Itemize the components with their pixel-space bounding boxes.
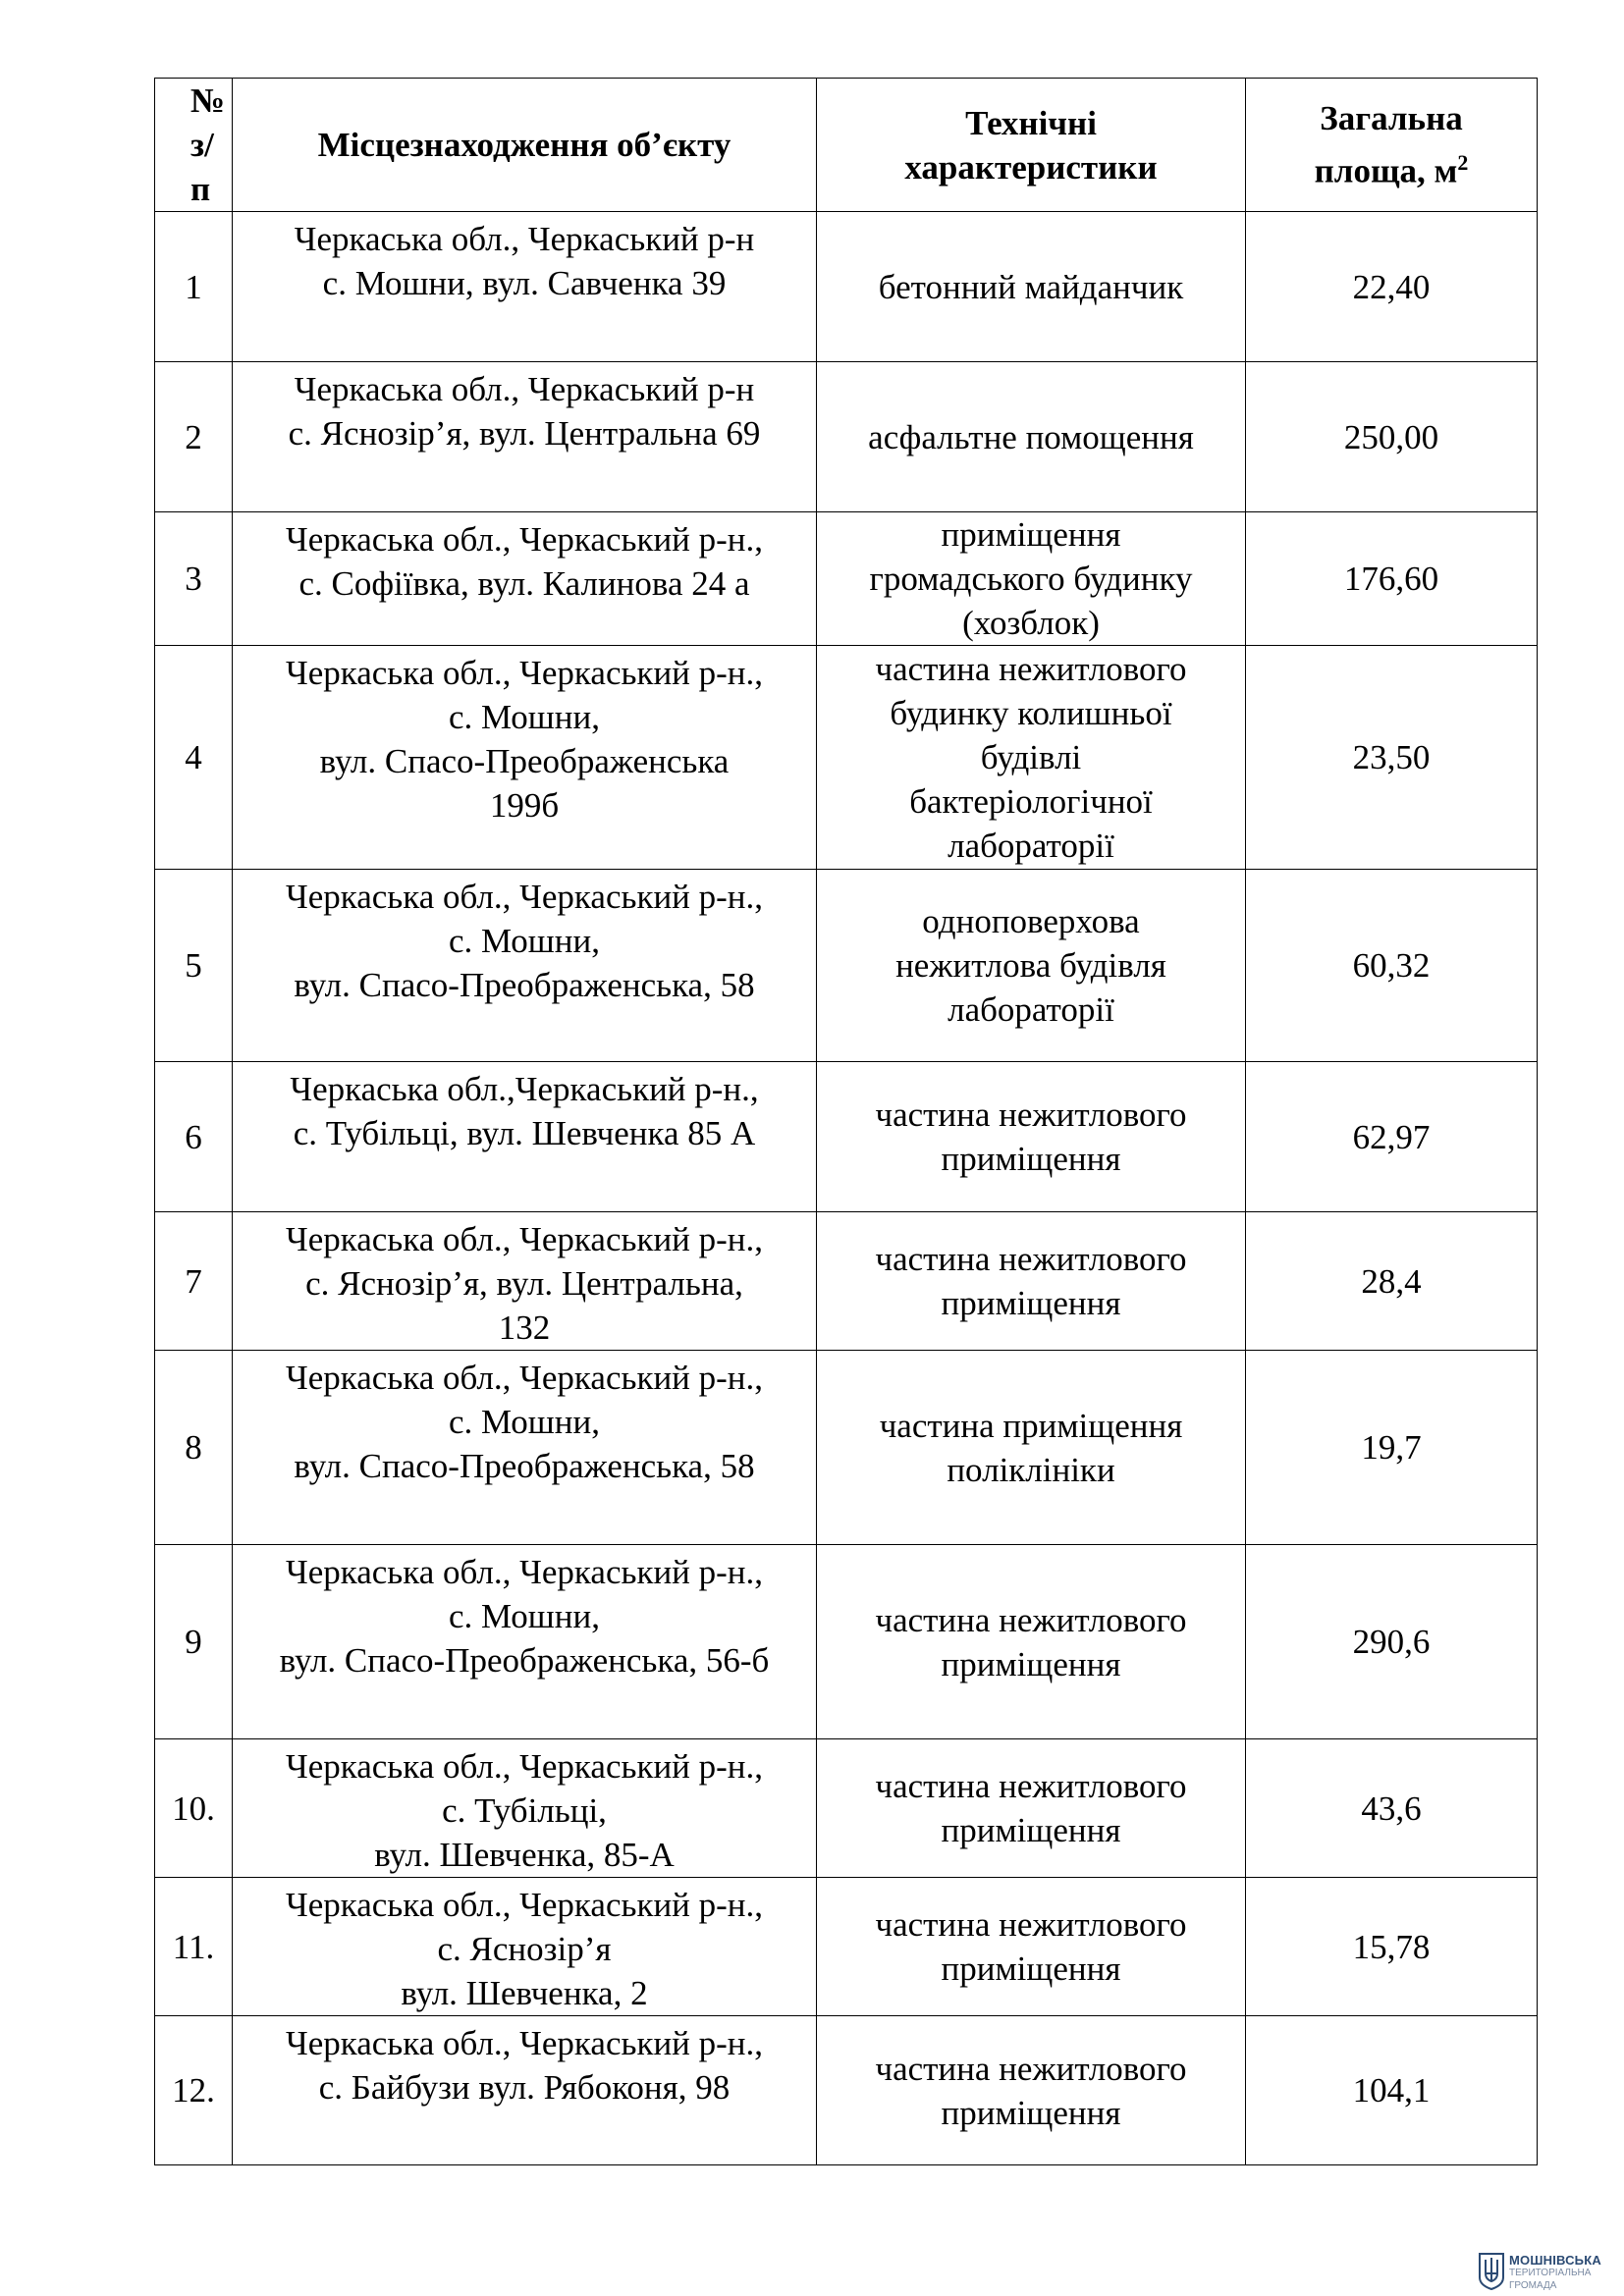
technical-line: бактеріологічної [909, 782, 1153, 821]
row-area: 43,6 [1246, 1739, 1538, 1878]
row-number: 6 [155, 1062, 233, 1212]
row-location [233, 2016, 817, 2165]
location-line: Черкаська обл., Черкаський р-н., [285, 1886, 764, 1924]
technical-line: приміщення [941, 2093, 1121, 2132]
row-location [233, 1351, 817, 1545]
technical-line: частина нежитлового [875, 1095, 1187, 1134]
technical-line: приміщення [941, 1811, 1121, 1849]
technical-line: лабораторії [947, 990, 1114, 1029]
row-technical [817, 362, 1246, 512]
location-line: Черкаська обл., Черкаський р-н., [285, 1553, 764, 1591]
table-header-row [155, 79, 1538, 212]
row-number: 10. [155, 1739, 233, 1878]
row-area: 176,60 [1246, 512, 1538, 646]
row-number: 3 [155, 512, 233, 646]
row-technical [817, 1739, 1246, 1878]
location-line: с. Яснозір’я, вул. Центральна, [305, 1264, 743, 1303]
row-number: 5 [155, 870, 233, 1062]
location-line: Черкаська обл., Черкаський р-н., [285, 1220, 764, 1258]
table-row [155, 870, 1538, 1062]
header-location: Місцезнаходження об’єкту [233, 79, 817, 212]
objects-table [154, 78, 1538, 2165]
location-line: Черкаська обл., Черкаський р-н., [285, 520, 764, 559]
table-body [155, 212, 1538, 2165]
header-area-text: Загальна площа, м [1314, 99, 1463, 190]
technical-line: нежитлова будівля [895, 946, 1166, 985]
row-number: 4 [155, 646, 233, 870]
location-line: вул. Спасо-Преображенська, 56-б [279, 1641, 770, 1680]
location-line: вул. Шевченка, 2 [401, 1974, 648, 2012]
technical-line: частина приміщення [879, 1406, 1183, 1445]
technical-line: приміщення [941, 515, 1121, 554]
logo-line-2: ТЕРИТОРІАЛЬНА [1509, 2268, 1592, 2278]
header-area [1246, 79, 1538, 212]
technical-line: одноповерхова [922, 902, 1140, 940]
row-location [233, 1062, 817, 1212]
location-line: 199б [489, 786, 560, 825]
header-area-sup: 2 [1457, 150, 1469, 176]
row-area: 290,6 [1246, 1545, 1538, 1739]
technical-line: (хозблок) [962, 604, 1100, 642]
location-line: Черкаська обл.,Черкаський р-н., [290, 1070, 759, 1108]
location-line: с. Яснозір’я, вул. Центральна 69 [288, 414, 761, 453]
location-line: Черкаська обл., Черкаський р-н [294, 220, 755, 258]
row-location [233, 512, 817, 646]
location-line: с. Мошни, [449, 1597, 600, 1635]
table-row [155, 512, 1538, 646]
row-area: 28,4 [1246, 1212, 1538, 1351]
location-line: Черкаська обл., Черкаський р-н., [285, 878, 764, 916]
row-technical [817, 2016, 1246, 2165]
row-area: 60,32 [1246, 870, 1538, 1062]
table-row [155, 1739, 1538, 1878]
row-number: 9 [155, 1545, 233, 1739]
table-row [155, 2016, 1538, 2165]
table-row [155, 1062, 1538, 1212]
row-technical [817, 870, 1246, 1062]
technical-line: асфальтне помощення [868, 417, 1194, 456]
table-row [155, 1545, 1538, 1739]
header-technical: Технічні характеристики [817, 79, 1246, 212]
trident-emblem-icon [1478, 2252, 1505, 2291]
row-location [233, 1878, 817, 2016]
technical-line: поліклініки [947, 1450, 1115, 1489]
row-technical [817, 1212, 1246, 1351]
row-number: 11. [155, 1878, 233, 2016]
table-row [155, 646, 1538, 870]
location-line: вул. Спасо-Преображенська [319, 742, 730, 780]
header-num: № з/п [155, 79, 233, 212]
community-logo [1478, 2252, 1601, 2295]
row-technical [817, 1062, 1246, 1212]
row-technical [817, 1545, 1246, 1739]
row-technical [817, 1878, 1246, 2016]
location-line: с. Мошни, [449, 922, 600, 960]
location-line: с. Байбузи вул. Рябоконя, 98 [318, 2068, 731, 2107]
location-line: с. Мошни, вул. Савченка 39 [322, 264, 727, 302]
row-location [233, 646, 817, 870]
row-number: 7 [155, 1212, 233, 1351]
technical-line: частина нежитлового [875, 1905, 1187, 1944]
row-number: 12. [155, 2016, 233, 2165]
table-row [155, 1351, 1538, 1545]
technical-line: частина нежитлового [875, 1240, 1187, 1278]
technical-line: частина нежитлового [875, 650, 1187, 688]
technical-line: приміщення [941, 1284, 1121, 1322]
technical-line: приміщення [941, 1644, 1121, 1683]
table-row [155, 362, 1538, 512]
technical-line: лабораторії [947, 827, 1114, 865]
technical-line: будинку колишньої [890, 694, 1172, 732]
location-line: вул. Шевченка, 85-А [374, 1836, 675, 1874]
row-area: 104,1 [1246, 2016, 1538, 2165]
row-technical [817, 512, 1246, 646]
row-area: 62,97 [1246, 1062, 1538, 1212]
location-line: вул. Спасо-Преображенська, 58 [294, 966, 755, 1004]
location-line: Черкаська обл., Черкаський р-н., [285, 1747, 764, 1786]
row-number: 1 [155, 212, 233, 362]
location-line: вул. Спасо-Преображенська, 58 [294, 1447, 755, 1485]
row-location [233, 1739, 817, 1878]
location-line: Черкаська обл., Черкаський р-н., [285, 2024, 764, 2062]
location-line: с. Мошни, [449, 1403, 600, 1441]
location-line: 132 [498, 1308, 551, 1347]
row-number: 8 [155, 1351, 233, 1545]
location-line: с. Тубільці, вул. Шевченка 85 А [293, 1114, 756, 1152]
location-line: Черкаська обл., Черкаський р-н., [285, 1359, 764, 1397]
technical-line: будівлі [980, 738, 1082, 776]
logo-line-3: ГРОМАДА [1509, 2280, 1557, 2291]
table-row [155, 212, 1538, 362]
location-line: с. Тубільці, [442, 1791, 607, 1830]
row-area: 250,00 [1246, 362, 1538, 512]
technical-line: частина нежитлового [875, 1767, 1187, 1805]
row-technical [817, 212, 1246, 362]
row-area: 19,7 [1246, 1351, 1538, 1545]
location-line: Черкаська обл., Черкаський р-н., [285, 654, 764, 692]
row-area: 23,50 [1246, 646, 1538, 870]
location-line: с. Софіївка, вул. Калинова 24 а [298, 564, 750, 603]
row-area: 15,78 [1246, 1878, 1538, 2016]
row-location [233, 1545, 817, 1739]
location-line: Черкаська обл., Черкаський р-н [294, 370, 755, 408]
technical-line: приміщення [941, 1949, 1121, 1988]
technical-line: приміщення [941, 1140, 1121, 1178]
table-row [155, 1212, 1538, 1351]
location-line: с. Яснозір’я [437, 1930, 612, 1968]
location-line: с. Мошни, [449, 698, 600, 736]
row-number: 2 [155, 362, 233, 512]
row-location [233, 1212, 817, 1351]
technical-line: бетонний майданчик [878, 267, 1184, 306]
technical-line: громадського будинку [869, 560, 1193, 598]
row-location [233, 362, 817, 512]
logo-line-1: МОШНІВСЬКА [1509, 2253, 1601, 2268]
row-technical [817, 1351, 1246, 1545]
row-location [233, 870, 817, 1062]
row-location [233, 212, 817, 362]
table-row [155, 1878, 1538, 2016]
row-technical [817, 646, 1246, 870]
technical-line: частина нежитлового [875, 1600, 1187, 1639]
technical-line: частина нежитлового [875, 2049, 1187, 2088]
row-area: 22,40 [1246, 212, 1538, 362]
